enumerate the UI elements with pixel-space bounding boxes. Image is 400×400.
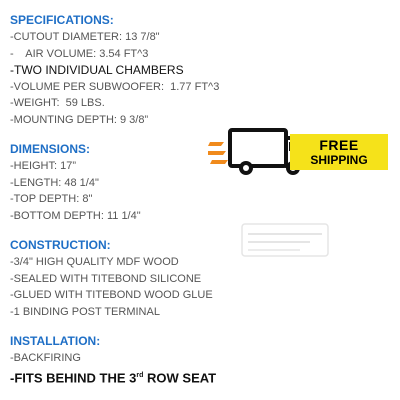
spec-line: -LENGTH: 48 1/4"	[10, 176, 99, 189]
free-shipping-badge	[208, 122, 388, 182]
spec-sheet	[10, 12, 250, 400]
fits-behind-row-seat-line	[10, 367, 250, 387]
spec-line: -TWO INDIVIDUAL CHAMBERS	[10, 63, 184, 77]
specifications-section	[10, 12, 250, 128]
spec-line: -3/4" HIGH QUALITY MDF WOOD	[10, 256, 179, 268]
installation-section	[10, 333, 250, 387]
free-label: FREE	[319, 136, 359, 153]
spec-line: - AIR VOLUME: 3.54 FT^3	[10, 47, 149, 60]
emphasis-prefix: -FITS BEHIND THE 3	[10, 369, 137, 385]
spec-line: -MOUNTING DEPTH: 9 3/8”	[10, 113, 149, 126]
shipping-label: SHIPPING	[310, 152, 368, 167]
spec-line: -TOP DEPTH: 8"	[10, 193, 93, 205]
spec-line: -VOLUME PER SUBWOOFER: 1.77 FT^3	[10, 80, 220, 93]
watermark-logo	[240, 220, 330, 260]
construction-heading: CONSTRUCTION:	[10, 238, 111, 252]
free-shipping-banner	[290, 134, 388, 170]
construction-section	[10, 237, 250, 320]
ordinal-superscript: rd	[136, 371, 144, 379]
spec-line: -SEALED WITH TITEBOND SILICONE	[10, 272, 202, 285]
spec-line: -HEIGHT: 17”	[10, 160, 77, 172]
dimensions-heading: DIMENSIONS:	[10, 142, 91, 156]
installation-heading: INSTALLATION:	[10, 334, 101, 348]
spec-line: -GLUED WITH TITEBOND WOOD GLUE	[10, 289, 213, 301]
emphasis-suffix: ROW SEAT	[143, 369, 217, 385]
spec-line: -1 BINDING POST TERMINAL	[10, 305, 160, 318]
specifications-heading: SPECIFICATIONS:	[10, 13, 114, 27]
spec-line: -WEIGHT: 59 LBS.	[10, 97, 105, 109]
spec-line: -CUTOUT DIAMETER: 13 7/8"	[10, 31, 160, 43]
spec-line: -BACKFIRING	[10, 352, 81, 364]
spec-line: -BOTTOM DEPTH: 11 1/4"	[10, 209, 141, 222]
